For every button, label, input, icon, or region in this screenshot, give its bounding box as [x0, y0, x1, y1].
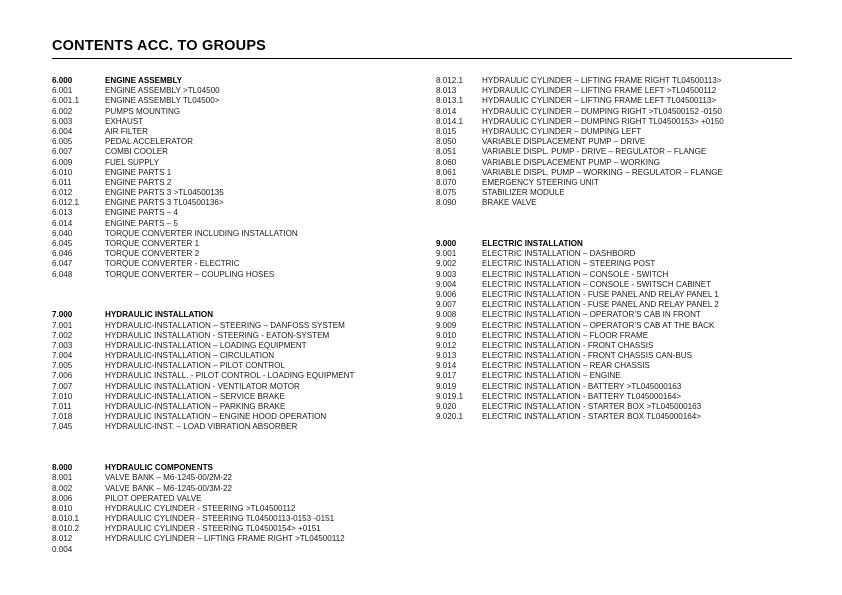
contents-item-label: TORQUE CONVERTER 1: [105, 239, 200, 248]
contents-row: [436, 310, 826, 320]
contents-item-number: 8.090: [436, 198, 457, 208]
contents-item-label: ELECTRIC INSTALLATION - BATTERY >TL045000163: [482, 381, 682, 391]
contents-item-number: 8.002: [52, 483, 73, 493]
contents-spacer: [52, 443, 432, 453]
contents-item-label: ELECTRIC INSTALLATION: [482, 239, 583, 248]
contents-row: [436, 198, 826, 208]
contents-row: [436, 402, 826, 412]
contents-item-number: 8.070: [436, 177, 457, 187]
contents-item-number: 6.007: [52, 147, 73, 157]
contents-item-number: 7.011: [52, 402, 72, 411]
contents-row: [52, 147, 432, 157]
contents-item-label: VARIABLE DISPLACEMENT PUMP – WORKING: [482, 157, 661, 167]
contents-item-number: 6.005: [52, 137, 73, 147]
contents-item-number: 9.000: [436, 239, 457, 248]
contents-item-number: 6.012.1: [52, 198, 80, 208]
contents-row: [52, 158, 432, 168]
contents-item-label: ELECTRIC INSTALLATION - BATTERY TL045000164>: [482, 391, 682, 401]
contents-item-label: HYDRAULIC INSTALLATION - VENTILATOR MOTOR: [105, 381, 300, 391]
contents-item-number: 8.013: [436, 86, 457, 96]
contents-item-number: 8.060: [436, 157, 457, 167]
contents-row: [436, 188, 826, 198]
contents-item-number: 8.012.1: [436, 76, 464, 85]
contents-item-number: 9.019: [436, 381, 457, 391]
contents-row: [52, 392, 432, 402]
contents-item-number: 8.075: [436, 188, 457, 198]
contents-item-label: ENGINE PARTS – 4: [105, 208, 179, 218]
contents-group-row: [52, 463, 432, 473]
contents-item-number: 8.012: [52, 534, 73, 544]
contents-item-label: ELECTRIC INSTALLATION - STARTER BOX TL045000164>: [482, 412, 701, 422]
contents-spacer: [436, 229, 826, 239]
contents-item-label: BRAKE VALVE: [482, 198, 537, 208]
contents-item-number: 6.003: [52, 116, 73, 126]
contents-item-number: 9.013: [436, 351, 457, 361]
contents-item-label: COMBI COOLER: [105, 147, 168, 157]
contents-item-label: FUEL SUPPLY: [105, 157, 159, 167]
contents-item-label: HYDRAULIC-INST. – LOAD VIBRATION ABSORBER: [105, 422, 298, 432]
contents-spacer: [436, 219, 826, 229]
contents-item-label: ENGINE PARTS 3 >TL04500135: [105, 188, 224, 198]
contents-item-number: 7.004: [52, 351, 73, 361]
contents-row: [436, 107, 826, 117]
contents-item-label: VARIABLE DISPL. PUMP - DRIVE – REGULATOR – FLANGE: [482, 147, 707, 157]
contents-item-label: TORQUE CONVERTER - ELECTRIC: [105, 259, 240, 269]
contents-item-label: ELECTRIC INSTALLATION – ENGINE: [482, 371, 621, 381]
contents-row: [52, 270, 432, 280]
contents-item-number: 6.002: [52, 106, 73, 116]
contents-item-number: 6.013: [52, 208, 73, 218]
contents-item-label: TORQUE CONVERTER INCLUDING INSTALLATION: [105, 228, 298, 238]
contents-spacer: [52, 280, 432, 290]
contents-item-label: HYDRAULIC CYLINDER – DUMPING RIGHT >TL04500152 -0150: [482, 106, 722, 116]
contents-spacer: [52, 453, 432, 463]
contents-row: [52, 524, 432, 534]
contents-item-label: ELECTRIC INSTALLATION – OPERATOR’S CAB IN FRONT: [482, 310, 701, 320]
contents-row: [436, 412, 826, 422]
contents-item-number: 6.011: [52, 177, 72, 187]
contents-item-number: 7.007: [52, 381, 73, 391]
contents-spacer: [52, 433, 432, 443]
contents-row: [52, 504, 432, 514]
contents-item-label: TORQUE CONVERTER 2: [105, 249, 200, 259]
contents-item-label: HYDRAULIC CYLINDER – DUMPING LEFT: [482, 126, 642, 136]
contents-item-label: TORQUE CONVERTER – COUPLING HOSES: [105, 269, 275, 279]
contents-row: [52, 422, 432, 432]
contents-item-label: ELECTRIC INSTALLATION – CONSOLE - SWITSCH CABINET: [482, 279, 712, 289]
contents-item-label: HYDRAULIC CYLINDER - STEERING TL04500113-0153 -0151: [105, 514, 335, 524]
contents-row: [52, 259, 432, 269]
contents-item-label: HYDRAULIC-INSTALLATION – LOADING EQUIPMENT: [105, 340, 307, 350]
contents-row: [52, 412, 432, 422]
contents-row: [52, 178, 432, 188]
contents-spacer: [436, 208, 826, 218]
contents-item-label: HYDRAULIC CYLINDER - STEERING >TL04500112: [105, 503, 296, 513]
contents-item-number: 9.020.1: [436, 412, 464, 422]
contents-item-number: 7.002: [52, 330, 73, 340]
contents-row: [52, 473, 432, 483]
contents-item-label: ENGINE PARTS – 5: [105, 218, 179, 228]
contents-column-right: [436, 76, 826, 422]
contents-item-number: 7.000: [52, 310, 73, 320]
contents-item-label: HYDRAULIC-INSTALLATION – PILOT CONTROL: [105, 361, 285, 371]
contents-row: [52, 249, 432, 259]
contents-item-label: ELECTRIC INSTALLATION – DASHBORD: [482, 249, 636, 259]
contents-item-number: 8.015: [436, 126, 457, 136]
contents-row: [52, 208, 432, 218]
contents-row: [52, 382, 432, 392]
contents-item-label: ELECTRIC INSTALLATION – CONSOLE - SWITCH: [482, 269, 669, 279]
contents-item-label: ENGINE ASSEMBLY: [105, 76, 183, 85]
contents-row: [436, 351, 826, 361]
contents-item-label: HYDRAULIC CYLINDER – LIFTING FRAME RIGHT TL04500113>: [482, 76, 722, 85]
contents-item-label: VARIABLE DISPL. PUMP – WORKING – REGULATOR – FLANGE: [482, 167, 723, 177]
contents-row: [52, 371, 432, 381]
contents-item-number: 8.001: [52, 473, 73, 483]
contents-row: [436, 168, 826, 178]
contents-row: [52, 86, 432, 96]
contents-row: [436, 321, 826, 331]
contents-item-number: 8.010: [52, 503, 73, 513]
contents-item-number: 6.040: [52, 228, 73, 238]
contents-row: [52, 107, 432, 117]
contents-row: [52, 331, 432, 341]
contents-item-number: 7.001: [52, 320, 73, 330]
contents-item-number: 9.003: [436, 269, 457, 279]
contents-item-number: 8.014.1: [436, 116, 464, 126]
contents-item-label: HYDRAULIC-INSTALLATION – STEERING – DANFOSS SYSTEM: [105, 320, 345, 330]
contents-item-number: 8.051: [436, 147, 457, 157]
contents-row: [52, 168, 432, 178]
contents-item-label: PEDAL ACCELERATOR: [105, 137, 194, 147]
contents-item-label: HYDRAULIC-INSTALLATION – CIRCULATION: [105, 351, 275, 361]
contents-item-label: HYDRAULIC CYLINDER – LIFTING FRAME LEFT TL04500113>: [482, 96, 717, 106]
contents-row: [52, 514, 432, 524]
contents-item-label: HYDRAULIC INSTALLATION - STEERING - EATON-SYSTEM: [105, 330, 330, 340]
contents-row: [52, 351, 432, 361]
contents-item-number: 9.007: [436, 300, 457, 310]
contents-item-number: 9.019.1: [436, 391, 464, 401]
contents-row: [436, 158, 826, 168]
contents-item-label: ELECTRIC INSTALLATION - FUSE PANEL AND RELAY PANEL 1: [482, 289, 719, 299]
footer-page-number: 0.004: [52, 545, 73, 554]
contents-row: [52, 198, 432, 208]
contents-item-label: ENGINE ASSEMBLY >TL04500: [105, 86, 220, 96]
contents-item-number: 9.001: [436, 249, 457, 259]
contents-item-label: ELECTRIC INSTALLATION - FRONT CHASSIS CAN-BUS: [482, 351, 693, 361]
contents-row: [436, 127, 826, 137]
contents-item-label: HYDRAULIC CYLINDER – LIFTING FRAME LEFT >TL04500112: [482, 86, 717, 96]
contents-item-label: ELECTRIC INSTALLATION – STEERING POST: [482, 259, 656, 269]
contents-item-label: EXHAUST: [105, 116, 144, 126]
contents-group-row: [436, 239, 826, 249]
contents-row: [436, 117, 826, 127]
contents-row: [52, 137, 432, 147]
contents-item-number: 9.012: [436, 340, 457, 350]
contents-row: [436, 371, 826, 381]
contents-item-number: 9.017: [436, 371, 457, 381]
contents-item-number: 8.006: [52, 493, 73, 503]
contents-item-number: 6.012: [52, 188, 73, 198]
contents-row: [52, 484, 432, 494]
contents-item-label: ELECTRIC INSTALLATION - STARTER BOX >TL045000163: [482, 402, 702, 411]
contents-row: [436, 147, 826, 157]
contents-row: [52, 402, 432, 412]
contents-item-number: 7.010: [52, 391, 73, 401]
contents-item-label: ENGINE PARTS 1: [105, 167, 172, 177]
contents-item-label: HYDRAULIC INSTALLATION: [105, 310, 214, 320]
contents-item-number: 6.045: [52, 239, 73, 248]
contents-item-label: HYDRAULIC-INSTALLATION – PARKING BRAKE: [105, 402, 286, 411]
contents-item-number: 6.046: [52, 249, 73, 259]
contents-item-label: ELECTRIC INSTALLATION – FLOOR FRAME: [482, 330, 649, 340]
contents-row: [436, 382, 826, 392]
contents-item-number: 8.061: [436, 167, 457, 177]
contents-item-number: 6.000: [52, 76, 73, 85]
contents-row: [52, 321, 432, 331]
contents-row: [436, 259, 826, 269]
contents-row: [52, 229, 432, 239]
contents-item-label: VARIABLE DISPLACEMENT PUMP – DRIVE: [482, 137, 646, 147]
contents-item-number: 9.008: [436, 310, 457, 320]
contents-item-label: ELECTRIC INSTALLATION – REAR CHASSIS: [482, 361, 650, 371]
contents-item-number: 7.006: [52, 371, 73, 381]
contents-spacer: [52, 300, 432, 310]
contents-item-label: VALVE BANK – M6-1245-00/2M-22: [105, 473, 233, 483]
contents-group-row: [52, 76, 432, 86]
contents-item-label: ENGINE ASSEMBLY TL04500>: [105, 96, 220, 106]
contents-item-number: 8.013.1: [436, 96, 464, 106]
contents-item-label: HYDRAULIC INSTALL. - PILOT CONTROL - LOADING EQUIPMENT: [105, 371, 355, 381]
contents-row: [52, 341, 432, 351]
contents-item-number: 8.050: [436, 137, 457, 147]
contents-item-number: 7.045: [52, 422, 73, 432]
contents-row: [52, 534, 432, 544]
contents-row: [52, 96, 432, 106]
contents-row: [52, 127, 432, 137]
contents-item-label: HYDRAULIC CYLINDER – LIFTING FRAME RIGHT >TL04500112: [105, 534, 345, 544]
contents-item-label: ELECTRIC INSTALLATION - FRONT CHASSIS: [482, 340, 654, 350]
contents-item-number: 6.048: [52, 269, 73, 279]
contents-row: [52, 361, 432, 371]
contents-item-number: 6.001.1: [52, 96, 80, 106]
contents-row: [436, 76, 826, 86]
contents-item-number: 9.002: [436, 259, 457, 269]
contents-item-number: 6.014: [52, 218, 73, 228]
contents-row: [436, 331, 826, 341]
contents-item-number: 9.010: [436, 330, 457, 340]
contents-row: [436, 137, 826, 147]
contents-item-label: HYDRAULIC CYLINDER – DUMPING RIGHT TL04500153> +0150: [482, 116, 724, 126]
contents-row: [436, 270, 826, 280]
contents-row: [52, 219, 432, 229]
contents-row: [436, 341, 826, 351]
contents-item-label: ENGINE PARTS 2: [105, 177, 172, 187]
contents-row: [436, 300, 826, 310]
contents-item-label: HYDRAULIC INSTALLATION – ENGINE HOOD OPERATION: [105, 412, 327, 422]
contents-item-number: 8.010.2: [52, 524, 80, 534]
contents-item-label: PILOT OPERATED VALVE: [105, 493, 202, 503]
contents-row: [436, 249, 826, 259]
contents-item-number: 9.020: [436, 402, 457, 411]
contents-row: [436, 361, 826, 371]
contents-item-label: EMERGENCY STEERING UNIT: [482, 177, 599, 187]
contents-row: [52, 494, 432, 504]
contents-item-number: 8.014: [436, 106, 457, 116]
contents-item-number: 6.010: [52, 167, 73, 177]
contents-item-number: 8.010.1: [52, 514, 80, 524]
contents-item-number: 7.003: [52, 340, 73, 350]
title-divider: [52, 58, 792, 59]
contents-item-label: ENGINE PARTS 3 TL04500136>: [105, 198, 224, 208]
contents-item-number: 9.009: [436, 320, 457, 330]
contents-row: [436, 178, 826, 188]
contents-column-left: [52, 76, 432, 545]
contents-row: [436, 96, 826, 106]
contents-item-number: 8.000: [52, 463, 73, 473]
contents-row: [436, 86, 826, 96]
contents-item-number: 9.006: [436, 289, 457, 299]
contents-item-label: HYDRAULIC CYLINDER - STEERING TL04500154> +0151: [105, 524, 321, 534]
contents-row: [52, 239, 432, 249]
contents-item-label: HYDRAULIC COMPONENTS: [105, 463, 213, 473]
contents-group-row: [52, 310, 432, 320]
contents-item-label: AIR FILTER: [105, 126, 149, 136]
contents-spacer: [52, 290, 432, 300]
contents-item-number: 9.004: [436, 279, 457, 289]
contents-row: [52, 117, 432, 127]
contents-item-label: STABILIZER MODULE: [482, 188, 565, 198]
contents-item-label: ELECTRIC INSTALLATION - FUSE PANEL AND RELAY PANEL 2: [482, 300, 719, 310]
contents-item-number: 7.005: [52, 361, 73, 371]
contents-item-number: 6.009: [52, 157, 73, 167]
contents-row: [52, 188, 432, 198]
contents-item-label: HYDRAULIC-INSTALLATION – SERVICE BRAKE: [105, 391, 285, 401]
contents-item-number: 9.014: [436, 361, 457, 371]
contents-item-number: 6.047: [52, 259, 73, 269]
contents-row: [436, 280, 826, 290]
contents-item-number: 6.001: [52, 86, 73, 96]
page-title: CONTENTS ACC. TO GROUPS: [52, 38, 267, 54]
contents-row: [436, 392, 826, 402]
contents-item-label: VALVE BANK – M6-1245-00/3M-22: [105, 483, 233, 493]
contents-item-label: ELECTRIC INSTALLATION – OPERATOR’S CAB AT THE BACK: [482, 320, 715, 330]
contents-item-label: PUMPS MOUNTING: [105, 106, 181, 116]
contents-item-number: 6.004: [52, 126, 73, 136]
contents-item-number: 7.018: [52, 412, 73, 422]
contents-row: [436, 290, 826, 300]
